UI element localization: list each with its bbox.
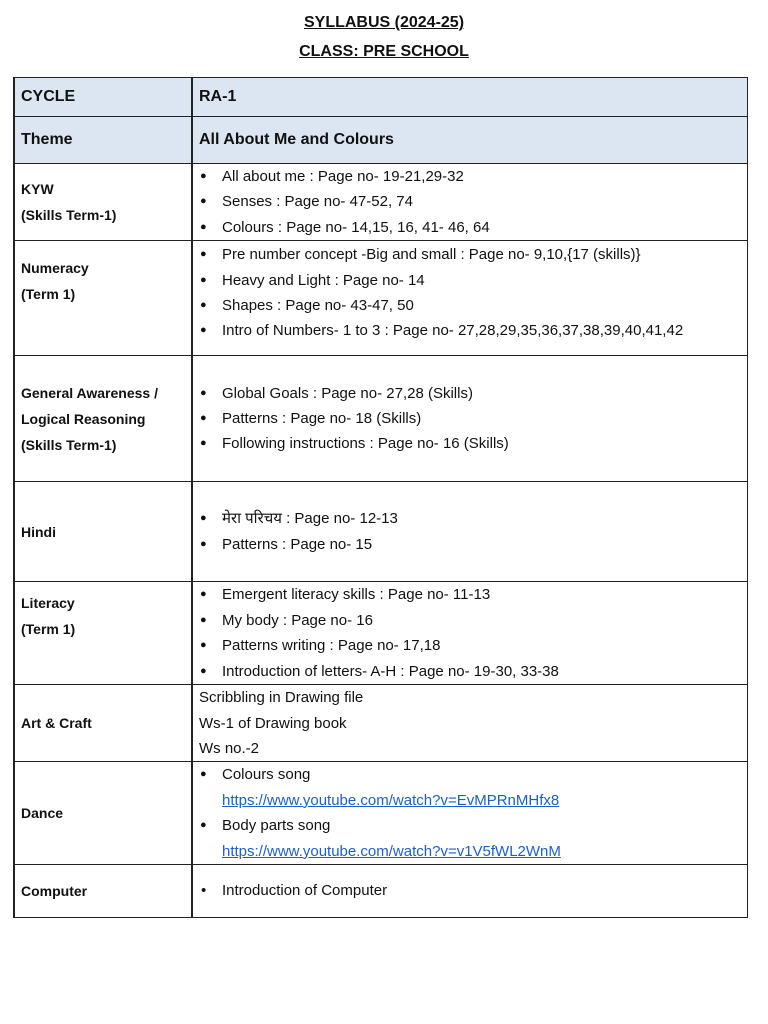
text-line: Ws no.-2 — [199, 740, 260, 758]
row-label: Hindi — [14, 482, 192, 582]
list-item: ● Emergent literacy skills : Page no- 11-13 — [222, 582, 741, 607]
row-label: Dance — [14, 762, 192, 865]
table-row-theme — [14, 117, 748, 164]
page-title: SYLLABUS (2024-25) — [303, 14, 465, 31]
list-item: ● All about me : Page no- 19-21,29-32 — [222, 164, 741, 189]
row-label: Numeracy (Term 1) — [14, 241, 192, 356]
syllabus-table — [13, 77, 748, 918]
text-line: Ws-1 of Drawing book — [199, 714, 347, 732]
row-label: Literacy (Term 1) — [14, 582, 192, 685]
row-content — [192, 356, 748, 482]
row-content — [192, 865, 748, 918]
cycle-label: CYCLE — [14, 78, 192, 117]
list-item: ● Following instructions : Page no- 16 (Skills) — [222, 431, 741, 456]
table-row-hindi — [14, 482, 748, 582]
list-item: ● Shapes : Page no- 43-47, 50 — [222, 293, 741, 318]
table-row-kyw — [14, 164, 748, 241]
list-item: • Introduction of Computer — [222, 878, 741, 903]
list-item: ● My body : Page no- 16 — [222, 608, 741, 633]
list-item: ● Colours : Page no- 14,15, 16, 41- 46, 64 — [222, 215, 741, 240]
table-row-numeracy — [14, 241, 748, 356]
cycle-value: RA-1 — [192, 78, 748, 117]
row-content — [192, 762, 748, 865]
row-label: Computer — [14, 865, 192, 918]
table-row-dance — [14, 762, 748, 865]
class-subtitle: CLASS: PRE SCHOOL — [299, 43, 469, 60]
row-content — [192, 582, 748, 685]
list-item: ● Senses : Page no- 47-52, 74 — [222, 189, 741, 214]
list-item: ● Patterns : Page no- 18 (Skills) — [222, 406, 741, 431]
list-item: ● Patterns : Page no- 15 — [222, 532, 741, 557]
table-row-literacy — [14, 582, 748, 685]
list-item: ● Heavy and Light : Page no- 14 — [222, 268, 741, 293]
row-content — [192, 482, 748, 582]
list-item: ● Pre number concept -Big and small : Page no- 9,10,{17 (skills)} — [222, 242, 741, 267]
row-label: KYW (Skills Term-1) — [14, 164, 192, 241]
row-label: Art & Craft — [14, 685, 192, 762]
table-row-general-awareness — [14, 356, 748, 482]
body-parts-song-link[interactable]: https://www.youtube.com/watch?v=v1V5fWL2WnM — [222, 842, 561, 860]
colours-song-link[interactable]: https://www.youtube.com/watch?v=EvMPRnMHfx8 — [222, 791, 560, 809]
table-row-computer — [14, 865, 748, 918]
text-line: Scribbling in Drawing file — [199, 689, 364, 707]
list-item: ● Body parts song — [222, 813, 741, 838]
table-row-art-craft — [14, 685, 748, 762]
list-item: ● Patterns writing : Page no- 17,18 — [222, 633, 741, 658]
row-label: General Awareness / Logical Reasoning (Skills Term-1) — [14, 356, 192, 482]
table-row-cycle — [14, 78, 748, 117]
theme-value: All About Me and Colours — [192, 117, 748, 164]
list-item: ● मेरा परिचय : Page no- 12-13 — [222, 506, 741, 531]
row-content — [192, 685, 748, 762]
list-item: ● Introduction of letters- A-H : Page no- 19-30, 33-38 — [222, 659, 741, 684]
list-item: ● Colours song — [222, 762, 741, 787]
row-content — [192, 241, 748, 356]
theme-label: Theme — [14, 117, 192, 164]
list-item: ● Intro of Numbers- 1 to 3 : Page no- 27,28,29,35,36,37,38,39,40,41,42 — [222, 318, 741, 343]
list-item: ● Global Goals : Page no- 27,28 (Skills) — [222, 381, 741, 406]
row-content — [192, 164, 748, 241]
